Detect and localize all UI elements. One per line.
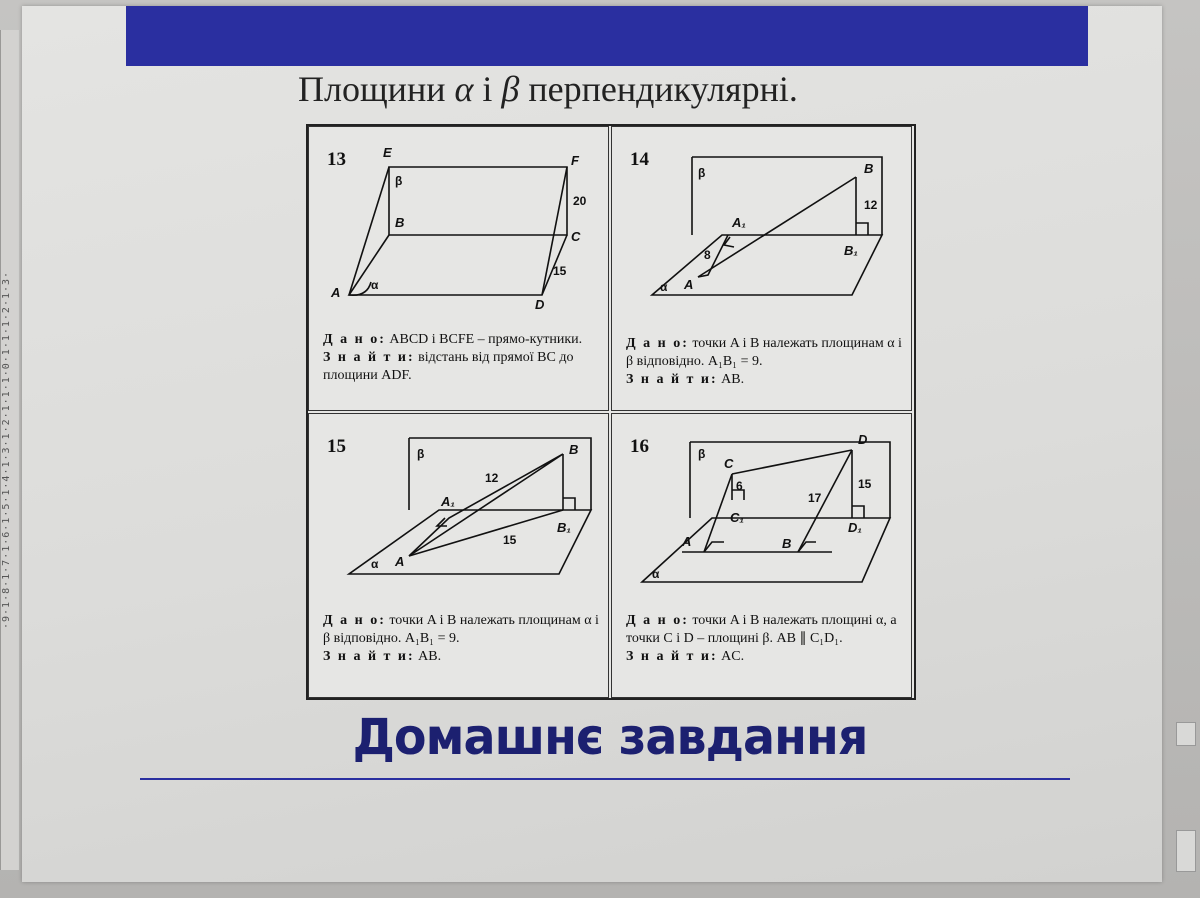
slide-header-bar <box>126 6 1088 66</box>
point-B: B <box>395 215 405 230</box>
point-B: B <box>569 442 579 457</box>
point-D: D <box>535 297 545 312</box>
problem-number: 15 <box>327 436 346 457</box>
point-E: E <box>383 145 392 160</box>
problem-15 <box>308 413 609 698</box>
label-alpha: α <box>660 280 668 294</box>
point-A: A <box>331 285 341 300</box>
problem-13 <box>308 126 609 411</box>
point-A: A <box>684 277 694 292</box>
length-20: 20 <box>573 194 587 208</box>
length-6: 6 <box>736 479 743 493</box>
problem-16 <box>611 413 912 698</box>
point-A: A <box>395 554 405 569</box>
point-A: A <box>682 534 692 549</box>
problem-text: Д а н о: точки A і B належать площинам α і β відповідно. A₁B₁ = 9. З н а й т и: AB. <box>323 613 599 664</box>
length-8: 8 <box>704 248 711 262</box>
label-alpha: α <box>652 567 660 581</box>
point-D: D <box>858 432 868 447</box>
scroll-control[interactable] <box>1176 722 1196 746</box>
problem-number: 14 <box>630 149 649 170</box>
problem-number: 16 <box>630 436 649 457</box>
title-word-perpendicular: перпендикулярні. <box>528 69 798 109</box>
homework-underline <box>140 778 1070 780</box>
length-12: 12 <box>864 198 878 212</box>
length-17: 17 <box>808 491 822 505</box>
scroll-down-control[interactable] <box>1176 830 1196 872</box>
title-word-planes: Площини <box>298 69 446 109</box>
slide-title <box>298 68 998 110</box>
label-beta: β <box>417 447 425 461</box>
point-C: C <box>724 456 734 471</box>
problem-text: Д а н о: точки A і B належать площинам α і β відповідно. A₁B₁ = 9. З н а й т и: AB. <box>626 336 902 387</box>
problem-text: Д а н о: точки A і B належать площині α, а точки C і D – площині β. AB ∥ C₁D₁. З н а й т и: AC. <box>626 613 897 664</box>
vertical-ruler: ·9·1·8·1·7·1·6·1·5·1·4·1·3·1·2·1·1·1·0·1·1·1·2·1·3· <box>0 30 19 870</box>
title-and: і <box>482 69 493 109</box>
point-F: F <box>571 153 579 168</box>
label-beta: β <box>698 166 706 180</box>
length-15: 15 <box>553 264 567 278</box>
title-alpha: α <box>454 69 474 109</box>
length-15: 15 <box>503 533 517 547</box>
problem-text: Д а н о: ABCD і BCFE – прямо-кутники. З н а й т и: відстань від прямої BC до площини ADF. <box>323 332 583 383</box>
label-alpha: α <box>371 278 379 292</box>
problem-14 <box>611 126 912 411</box>
point-C: C <box>571 229 581 244</box>
point-B: B <box>782 536 792 551</box>
point-C1: C₁ <box>730 510 744 525</box>
title-beta: β <box>501 69 520 109</box>
length-15: 15 <box>858 477 872 491</box>
homework-heading: Домашнє завдання <box>352 708 868 766</box>
point-B: B <box>864 161 874 176</box>
length-12: 12 <box>485 471 499 485</box>
point-B1: B₁ <box>844 243 858 258</box>
point-A1: A₁ <box>441 494 455 509</box>
presentation-slide <box>22 6 1162 882</box>
point-A1: A₁ <box>732 215 746 230</box>
problems-grid <box>306 124 916 700</box>
label-alpha: α <box>371 557 379 571</box>
problem-number: 13 <box>327 149 346 170</box>
point-B1: B₁ <box>557 520 571 535</box>
label-beta: β <box>698 447 706 461</box>
point-D1: D₁ <box>848 520 862 535</box>
label-beta: β <box>395 174 403 188</box>
